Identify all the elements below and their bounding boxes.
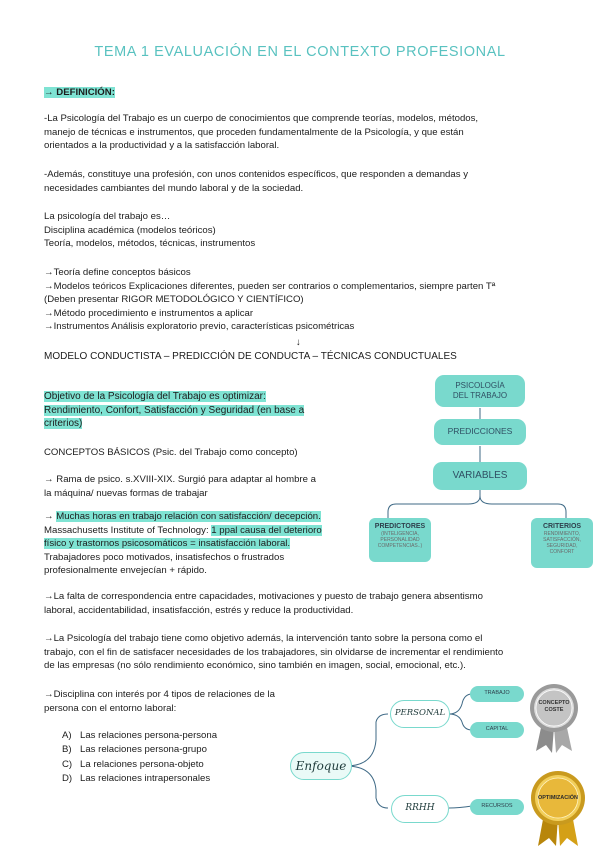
text-line: →Teoría define conceptos básicos: [44, 267, 191, 278]
enfoque-trabajo-label: TRABAJO: [484, 690, 510, 696]
text-line: -Además, constituye una profesión, con unos contenidos específicos, que responden a demandas y: [44, 169, 468, 180]
highlight-text: Objetivo de la Psicología del Trabajo es optimizar:: [44, 391, 266, 402]
highlight-text: físico y trastornos psicosomáticos = insatisfacción laboral.: [44, 538, 291, 550]
highlight-text: 1 ppal causa del deterioro: [211, 524, 322, 536]
highlight-text: criterios): [44, 418, 83, 430]
text-line: (Deben presentar RIGOR METODOLÓGICO Y CIENTÍFICO): [44, 294, 304, 306]
paragraph-profession: [44, 168, 544, 195]
gold-seal-icon: [528, 770, 588, 846]
paragraph-psicologia-es: [44, 210, 544, 251]
node-psicologia-trabajo: PSICOLOGÍA DEL TRABAJO: [435, 375, 525, 407]
objetivo-highlight: [44, 390, 364, 431]
enfoque-personal-label: PERSONAL: [394, 708, 446, 718]
enfoque-label: Enfoque: [295, 759, 347, 773]
criterios-sub: RENDIMIENTO, SATISFACCIÓN, SEGURIDAD, CONFORT: [543, 531, 581, 555]
text-line: orientados a la productividad y a la satisfacción laboral.: [44, 140, 280, 152]
text-line: →Instrumentos Análisis exploratorio previo, características psicométricas: [44, 321, 355, 333]
paragraph-definition: [44, 112, 544, 153]
text-line: → Rama de psico. s.XVIII-XIX. Surgió para adaptar al hombre a: [44, 474, 316, 485]
text-line: →Modelos teóricos Explicaciones diferentes, pueden ser contrarios o complementarios, siempre parten Tª: [44, 280, 496, 292]
text-line: trabajo, con el fin de satisfacer necesidades de los trabajadores, sin olvidarse de incrementar el rendimiento: [44, 646, 504, 658]
conceptos-basicos: CONCEPTOS BÁSICOS (Psic. del Trabajo como concepto): [44, 447, 298, 458]
text-line: laboral, accidentabilidad, insatisfacción, estrés y reduce la productividad.: [44, 604, 354, 616]
text-line: →Método procedimiento e instrumentos a aplicar: [44, 307, 254, 319]
paragraph-rama: [44, 473, 364, 500]
definition-heading: → DEFINICIÓN:: [44, 87, 115, 98]
enfoque-capital-label: CAPITAL: [485, 726, 509, 732]
text-span: Massachusetts Institute of Technology:: [44, 524, 212, 536]
list-item: A) Las relaciones persona-persona: [62, 730, 218, 741]
text-line: profesionalmente envejecían + rápido.: [44, 565, 207, 577]
text-line: la máquina/ nuevas formas de trabajar: [44, 487, 208, 499]
paragraph-muchas-horas: [44, 510, 374, 578]
predictores-label: PREDICTORES: [374, 523, 426, 530]
silver-seal-icon: [528, 683, 580, 753]
text-line: persona con el entorno laboral:: [44, 702, 177, 714]
paragraph-objetivo-intervencion: [44, 632, 584, 673]
text-line: →La falta de correspondencia entre capacidades, motivaciones y puesto de trabajo genera absentismo: [44, 591, 483, 602]
silver-seal-label: CONCEPTO COSTE: [538, 700, 570, 713]
text-line: →Disciplina con interés por 4 tipos de relaciones de la: [44, 689, 275, 700]
list-item: B) Las relaciones persona-grupo: [62, 744, 207, 756]
node-variables: VARIABLES: [433, 462, 527, 490]
node-predicciones: PREDICCIONES: [434, 419, 526, 445]
criterios-label: CRITERIOS: [542, 523, 582, 530]
modelo-conductista: MODELO CONDUCTISTA – PREDICCIÓN DE CONDUCTA – TÉCNICAS CONDUCTUALES: [44, 351, 457, 362]
paragraph-teoria-list: [44, 266, 574, 334]
text-line: necesidades cambiantes del mundo laboral y de la sociedad.: [44, 182, 304, 194]
predictores-sub: (INTELIGENCIA, PERSONALIDAD COMPETENCIAS..): [377, 531, 423, 549]
list-item: C) La relaciones persona-objeto: [62, 758, 204, 770]
enfoque-recursos-label: RECURSOS: [481, 803, 513, 809]
down-arrow: ↓: [296, 337, 301, 348]
relaciones-list: [62, 729, 217, 787]
enfoque-rrhh-label: RRHH: [405, 803, 435, 813]
arrow-text: →: [44, 511, 57, 522]
text-line: manejo de técnicas e instrumentos, que proceden fundamentalmente de la Psicología, y que están: [44, 126, 464, 138]
highlight-text: Muchas horas en trabajo relación con satisfacción/ decepción.: [56, 511, 321, 522]
text-line: La psicología del trabajo es…: [44, 211, 171, 222]
highlight-text: Rendimiento, Confort, Satisfacción y Seguridad (en base a: [44, 404, 305, 416]
gold-seal-label: OPTIMIZACIÓN: [537, 795, 579, 801]
paragraph-falta: [44, 590, 574, 617]
list-item: D) Las relaciones intrapersonales: [62, 773, 211, 785]
text-line: Teoría, modelos, métodos, técnicas, instrumentos: [44, 238, 256, 250]
text-line: -La Psicología del Trabajo es un cuerpo de conocimientos que comprende teorías, modelos, métodos,: [44, 113, 479, 124]
text-line: Disciplina académica (modelos teóricos): [44, 224, 216, 236]
page-title: TEMA 1 EVALUACIÓN EN EL CONTEXTO PROFESIONAL: [94, 44, 506, 60]
text-line: →La Psicología del trabajo tiene como objetivo además, la intervención tanto sobre la persona como el: [44, 633, 483, 644]
paragraph-disciplina: [44, 688, 314, 715]
text-line: Trabajadores poco motivados, insatisfechos o frustrados: [44, 551, 285, 563]
text-line: de las empresas (no sólo rendimiento económico, sino también en imagen, social, emocional, etc.).: [44, 660, 466, 672]
